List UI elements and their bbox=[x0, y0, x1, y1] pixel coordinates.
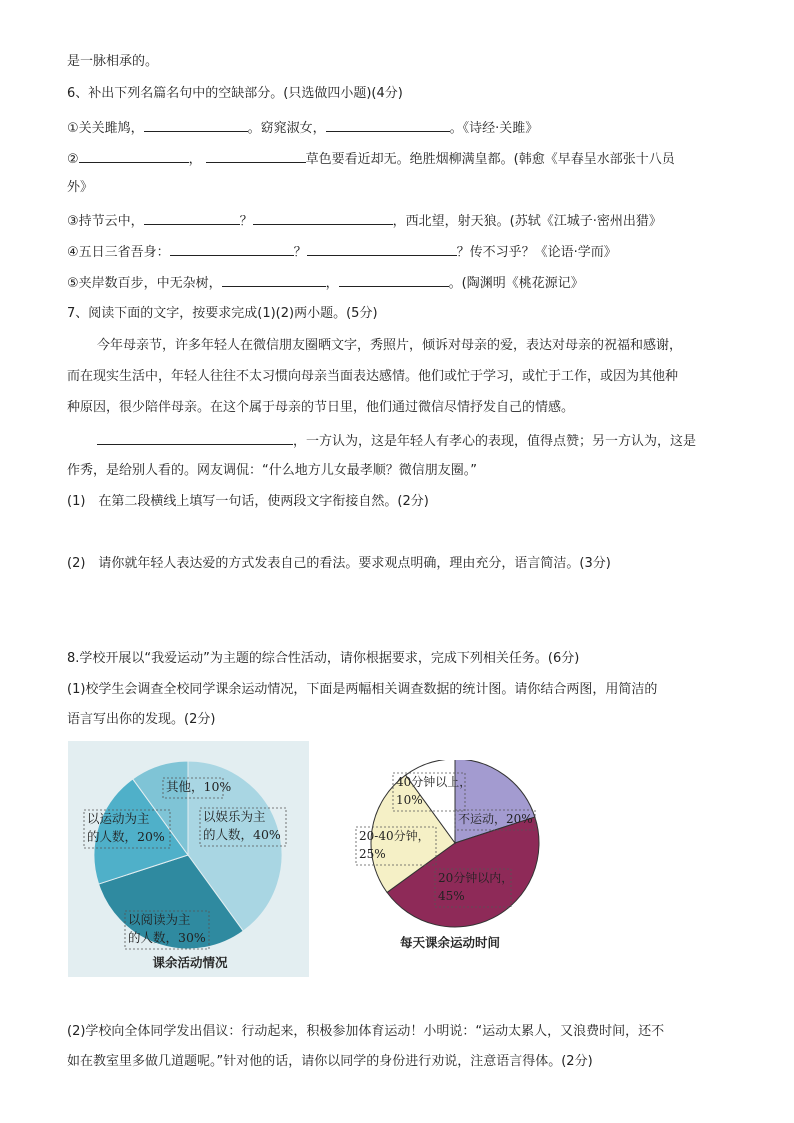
q7-sub-2: (2) 请你就年轻人表达爱的方式发表自己的看法。要求观点明确，理由充分，语言简洁。(3分) bbox=[67, 556, 611, 571]
q6-4-text-c: ？传不习乎？《论语·学而》 bbox=[456, 245, 617, 260]
q6-item-2-cont: 外》 bbox=[67, 180, 94, 195]
exercise-time-pie-svg bbox=[350, 760, 550, 960]
q6-2-text-a: ② bbox=[67, 152, 79, 167]
q6-4-text-a: ④五日三省吾身： bbox=[67, 245, 170, 260]
q7-paragraph-line: 今年母亲节，许多年轻人在微信朋友圈晒文字，秀照片，倾诉对母亲的爱，表达对母亲的祝福和感谢， bbox=[97, 338, 683, 353]
answer-blank[interactable] bbox=[307, 241, 457, 256]
answer-blank[interactable] bbox=[222, 272, 326, 287]
answer-blank[interactable] bbox=[144, 210, 240, 225]
answer-blank[interactable] bbox=[206, 148, 306, 163]
q6-2-text-b: ， bbox=[188, 152, 202, 167]
q6-3-text-c: ，西北望，射天狼。(苏轼《江城子·密州出猎》 bbox=[392, 214, 662, 229]
q6-item-4 bbox=[67, 241, 617, 263]
q8-sub-1-cont: 语言写出你的发现。(2分) bbox=[67, 712, 216, 727]
q6-1-text-a: ①关关雎鸠， bbox=[67, 121, 144, 136]
q6-title: 6、补出下列名篇名句中的空缺部分。(只选做四小题)(4分) bbox=[67, 86, 403, 101]
slice-label: 40分钟以上， 10% bbox=[396, 775, 472, 807]
answer-blank[interactable] bbox=[79, 148, 189, 163]
q7-paragraph-line bbox=[97, 430, 696, 452]
q6-5-text-b: ， bbox=[325, 276, 339, 291]
q8-sub-1: (1)校学生会调查全校同学课余运动情况，下面是两幅相关调查数据的统计图。请你结合两图，用简洁的 bbox=[67, 682, 658, 697]
q6-item-3 bbox=[67, 210, 662, 232]
q6-item-2 bbox=[67, 148, 675, 170]
slice-label: 不运动，20% bbox=[458, 812, 533, 826]
line-l0: 是一脉相承的。 bbox=[67, 54, 159, 69]
activity-pie-chart bbox=[68, 741, 309, 977]
answer-blank[interactable] bbox=[144, 117, 248, 132]
q6-1-text-b: 。窈窕淑女， bbox=[247, 121, 326, 136]
slice-label: 以阅读为主的人数，30% bbox=[128, 912, 206, 945]
chart-title: 每天课余运动时间 bbox=[399, 935, 501, 950]
q6-3-text-a: ③持节云中， bbox=[67, 214, 144, 229]
q6-3-text-b: ？ bbox=[239, 214, 253, 229]
slice-label: 20分钟以内， 45% bbox=[438, 871, 514, 903]
q6-item-1 bbox=[67, 117, 538, 139]
q7-paragraph-line: 种原因，很少陪伴母亲。在这个属于母亲的节日里，他们通过微信尽情抒发自己的情感。 bbox=[67, 400, 575, 415]
q6-2-text-c: 草色要看近却无。绝胜烟柳满皇都。(韩愈《早春呈水部张十八员 bbox=[305, 152, 675, 167]
q8-sub-2-cont: 如在教室里多做几道题呢。”针对他的话，请你以同学的身份进行劝说，注意语言得体。(2分) bbox=[67, 1054, 593, 1069]
q6-4-text-b: ？ bbox=[293, 245, 307, 260]
chart-title: 课余活动情况 bbox=[152, 955, 228, 970]
q7-p4-text: ，一方认为，这是年轻人有孝心的表现，值得点赞；另一方认为，这是 bbox=[293, 434, 697, 449]
q6-item-5 bbox=[67, 272, 584, 294]
answer-blank[interactable] bbox=[326, 117, 450, 132]
slice-label: 以娱乐为主的人数，40% bbox=[203, 809, 281, 842]
answer-blank[interactable] bbox=[97, 430, 293, 445]
q8-sub-2: (2)学校向全体同学发出倡议：行动起来，积极参加体育运动！小明说：“运动太累人，又浪费时间，还不 bbox=[67, 1024, 665, 1039]
exercise-time-pie-chart bbox=[350, 760, 550, 960]
q7-title: 7、阅读下面的文字，按要求完成(1)(2)两小题。(5分) bbox=[67, 306, 378, 321]
answer-blank[interactable] bbox=[170, 241, 294, 256]
answer-blank[interactable] bbox=[253, 210, 393, 225]
q6-5-text-c: 。(陶渊明《桃花源记》 bbox=[448, 276, 584, 291]
slice-label: 其他，10% bbox=[166, 779, 232, 794]
q6-1-text-c: 。《诗经·关雎》 bbox=[449, 121, 539, 136]
q7-paragraph-line: 而在现实生活中，年轻人往往不太习惯向母亲当面表达感情。他们或忙于学习，或忙于工作，或因为其他种 bbox=[67, 369, 679, 384]
q8-title: 8.学校开展以“我爱运动”为主题的综合性活动，请你根据要求，完成下列相关任务。(6分) bbox=[67, 651, 580, 666]
q6-5-text-a: ⑤夹岸数百步，中无杂树， bbox=[67, 276, 222, 291]
q7-sub-1: (1) 在第二段横线上填写一句话，使两段文字衔接自然。(2分) bbox=[67, 494, 429, 509]
activity-pie-svg bbox=[68, 741, 309, 977]
q7-paragraph-line: 作秀，是给别人看的。网友调侃：“什么地方儿女最孝顺？微信朋友圈。” bbox=[67, 463, 477, 478]
answer-blank[interactable] bbox=[339, 272, 449, 287]
slice-label: 20-40分钟， 25% bbox=[359, 829, 430, 861]
slice-label: 以运动为主的人数，20% bbox=[87, 811, 165, 844]
